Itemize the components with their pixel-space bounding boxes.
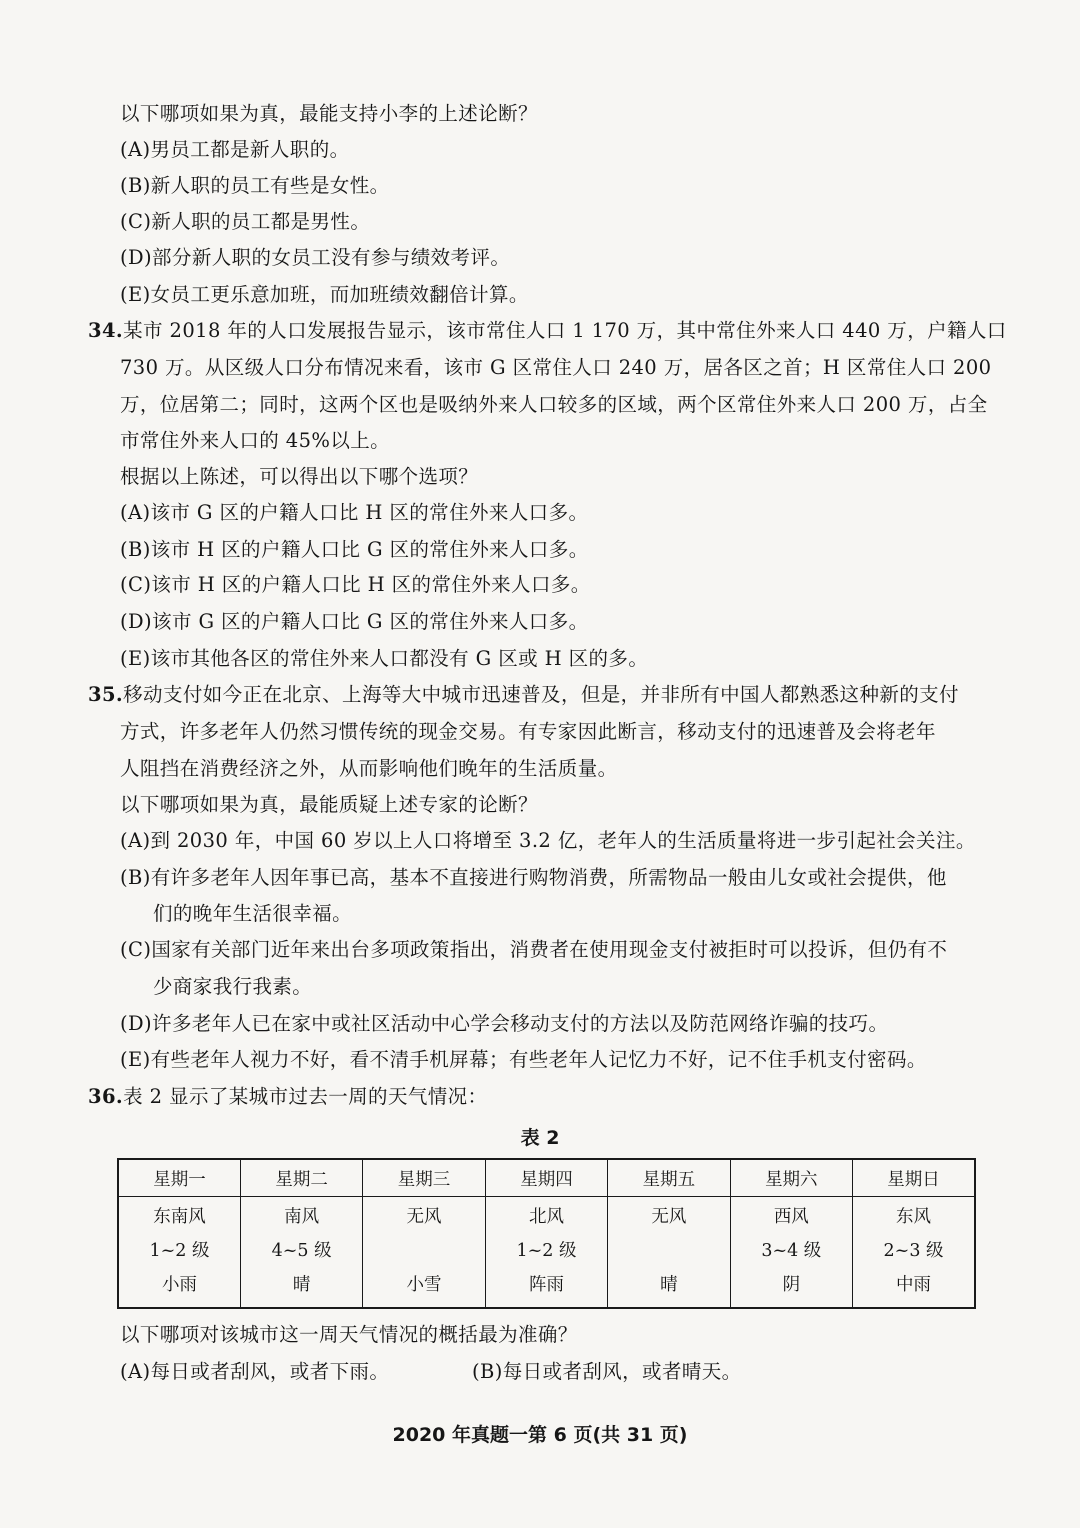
q35-stem-line-3: 人阻挡在消费经济之外，从而影响他们晚年的生活质量。: [120, 757, 618, 780]
q34-number: 34.: [88, 319, 124, 342]
wind-level: 1~2 级: [149, 1241, 210, 1261]
q36-stem: 36.表 2 显示了某城市过去一周的天气情况：: [88, 1085, 488, 1108]
weather-condition: 阵雨: [528, 1275, 564, 1295]
weather-condition: 晴: [292, 1275, 311, 1295]
q35-option-c-line-1: (C)国家有关部门近年来出台多项政策指出，消费者在使用现金支付被拒时可以投诉，但仍有不: [120, 938, 948, 961]
weather-table: [117, 1158, 976, 1309]
q34-stem-line-3: 万，位居第二；同时，这两个区也是吸纳外来人口较多的区域，两个区常住外来人口 200 万，占全: [120, 393, 988, 416]
table-header-cell: 星期四: [485, 1159, 607, 1197]
q33-option-e: (E)女员工更乐意加班，而加班绩效翻倍计算。: [120, 283, 529, 306]
q36-option-a: (A)每日或者刮风，或者下雨。: [120, 1360, 390, 1383]
weather-condition: 小雪: [406, 1275, 442, 1295]
table-header-cell: 星期六: [730, 1159, 852, 1197]
q35-option-a: (A)到 2030 年，中国 60 岁以上人口将增至 3.2 亿，老年人的生活质量将进一步引起社会关注。: [120, 829, 976, 852]
q35-prompt: 以下哪项如果为真，最能质疑上述专家的论断？: [120, 793, 538, 816]
weather-cell-monday: [118, 1197, 240, 1309]
q35-option-b-line-1: (B)有许多老年人因年事已高，基本不直接进行购物消费，所需物品一般由儿女或社会提供，他: [120, 866, 947, 889]
weather-condition: 小雨: [161, 1275, 197, 1295]
q34-option-d: (D)该市 G 区的户籍人口比 G 区的常住外来人口多。: [120, 610, 589, 633]
weather-cell-tuesday: [240, 1197, 362, 1309]
table-caption: 表 2: [520, 1127, 560, 1149]
wind-level: [363, 1239, 484, 1273]
q34-option-c: (C)该市 H 区的户籍人口比 H 区的常住外来人口多。: [120, 573, 591, 596]
wind-level: 2~3 级: [883, 1241, 944, 1261]
q35-option-e: (E)有些老年人视力不好，看不清手机屏幕；有些老年人记忆力不好，记不住手机支付密码。: [120, 1048, 927, 1071]
q35-number: 35.: [88, 683, 124, 706]
weather-condition: 中雨: [896, 1275, 932, 1295]
weather-condition: 晴: [660, 1275, 678, 1295]
weather-cell-saturday: [730, 1197, 852, 1309]
q36-option-b: (B)每日或者刮风，或者晴天。: [472, 1360, 742, 1383]
q35-option-d: (D)许多老年人已在家中或社区活动中心学会移动支付的方法以及防范网络诈骗的技巧。: [120, 1012, 889, 1035]
q35-stem-line-2: 方式，许多老年人仍然习惯传统的现金交易。有专家因此断言，移动支付的迅速普及会将老年: [120, 720, 936, 743]
wind-level: 1~2 级: [516, 1241, 577, 1261]
page-footer: 2020 年真题一第 6 页(共 31 页): [392, 1424, 688, 1446]
table-header-row: [118, 1159, 975, 1197]
wind-direction: 东风: [896, 1207, 932, 1227]
q34-prompt: 根据以上陈述，可以得出以下哪个选项？: [120, 465, 479, 488]
q34-option-e: (E)该市其他各区的常住外来人口都没有 G 区或 H 区的多。: [120, 647, 649, 670]
table-header-cell: 星期三: [363, 1159, 485, 1197]
q35-option-b-line-2: 们的晚年生活很幸福。: [153, 902, 353, 925]
q36-number: 36.: [88, 1085, 124, 1108]
weather-condition: 阴: [782, 1275, 801, 1295]
q36-prompt: 以下哪项对该城市这一周天气情况的概括最为准确？: [120, 1323, 578, 1346]
wind-level: 3~4 级: [761, 1241, 822, 1261]
wind-direction: 北风: [528, 1207, 564, 1227]
q35-option-c-line-2: 少商家我行我素。: [153, 975, 313, 998]
wind-direction: 南风: [284, 1207, 320, 1227]
q33-option-d: (D)部分新人职的女员工没有参与绩效考评。: [120, 246, 511, 269]
q34-stem-line-4: 市常住外来人口的 45%以上。: [120, 429, 391, 452]
q35-stem-line-1: 35.移动支付如今正在北京、上海等大中城市迅速普及，但是，并非所有中国人都熟悉这种新的支付: [88, 683, 959, 706]
wind-direction: 西风: [773, 1207, 809, 1227]
q33-option-b: (B)新人职的员工有些是女性。: [120, 174, 390, 197]
table-header-cell: 星期一: [118, 1159, 240, 1197]
weather-cell-thursday: [485, 1197, 607, 1309]
wind-direction: 无风: [651, 1207, 687, 1227]
wind-level: 4~5 级: [271, 1241, 332, 1261]
wind-direction: 东南风: [153, 1207, 206, 1227]
wind-direction: 无风: [406, 1207, 442, 1227]
wind-level: [608, 1239, 729, 1273]
weather-cell-sunday: [853, 1197, 975, 1309]
q34-stem-line-2: 730 万。从区级人口分布情况来看，该市 G 区常住人口 240 万，居各区之首；H 区常住人口 200: [120, 356, 992, 379]
table-header-cell: 星期五: [608, 1159, 730, 1197]
table-header-cell: 星期日: [853, 1159, 975, 1197]
q34-option-a: (A)该市 G 区的户籍人口比 H 区的常住外来人口多。: [120, 501, 589, 524]
q33-option-a: (A)男员工都是新人职的。: [120, 138, 350, 161]
weather-cell-friday: [608, 1197, 730, 1309]
q34-option-b: (B)该市 H 区的户籍人口比 G 区的常住外来人口多。: [120, 538, 589, 561]
q33-option-c: (C)新人职的员工都是男性。: [120, 210, 371, 233]
q33-prompt: 以下哪项如果为真，最能支持小李的上述论断？: [120, 102, 538, 125]
weather-cell-wednesday: [363, 1197, 485, 1309]
table-header-cell: 星期二: [240, 1159, 362, 1197]
q34-stem-line-1: 34.某市 2018 年的人口发展报告显示，该市常住人口 1 170 万，其中常住外来人口 440 万，户籍人口: [88, 319, 1007, 342]
table-row: [118, 1197, 975, 1309]
